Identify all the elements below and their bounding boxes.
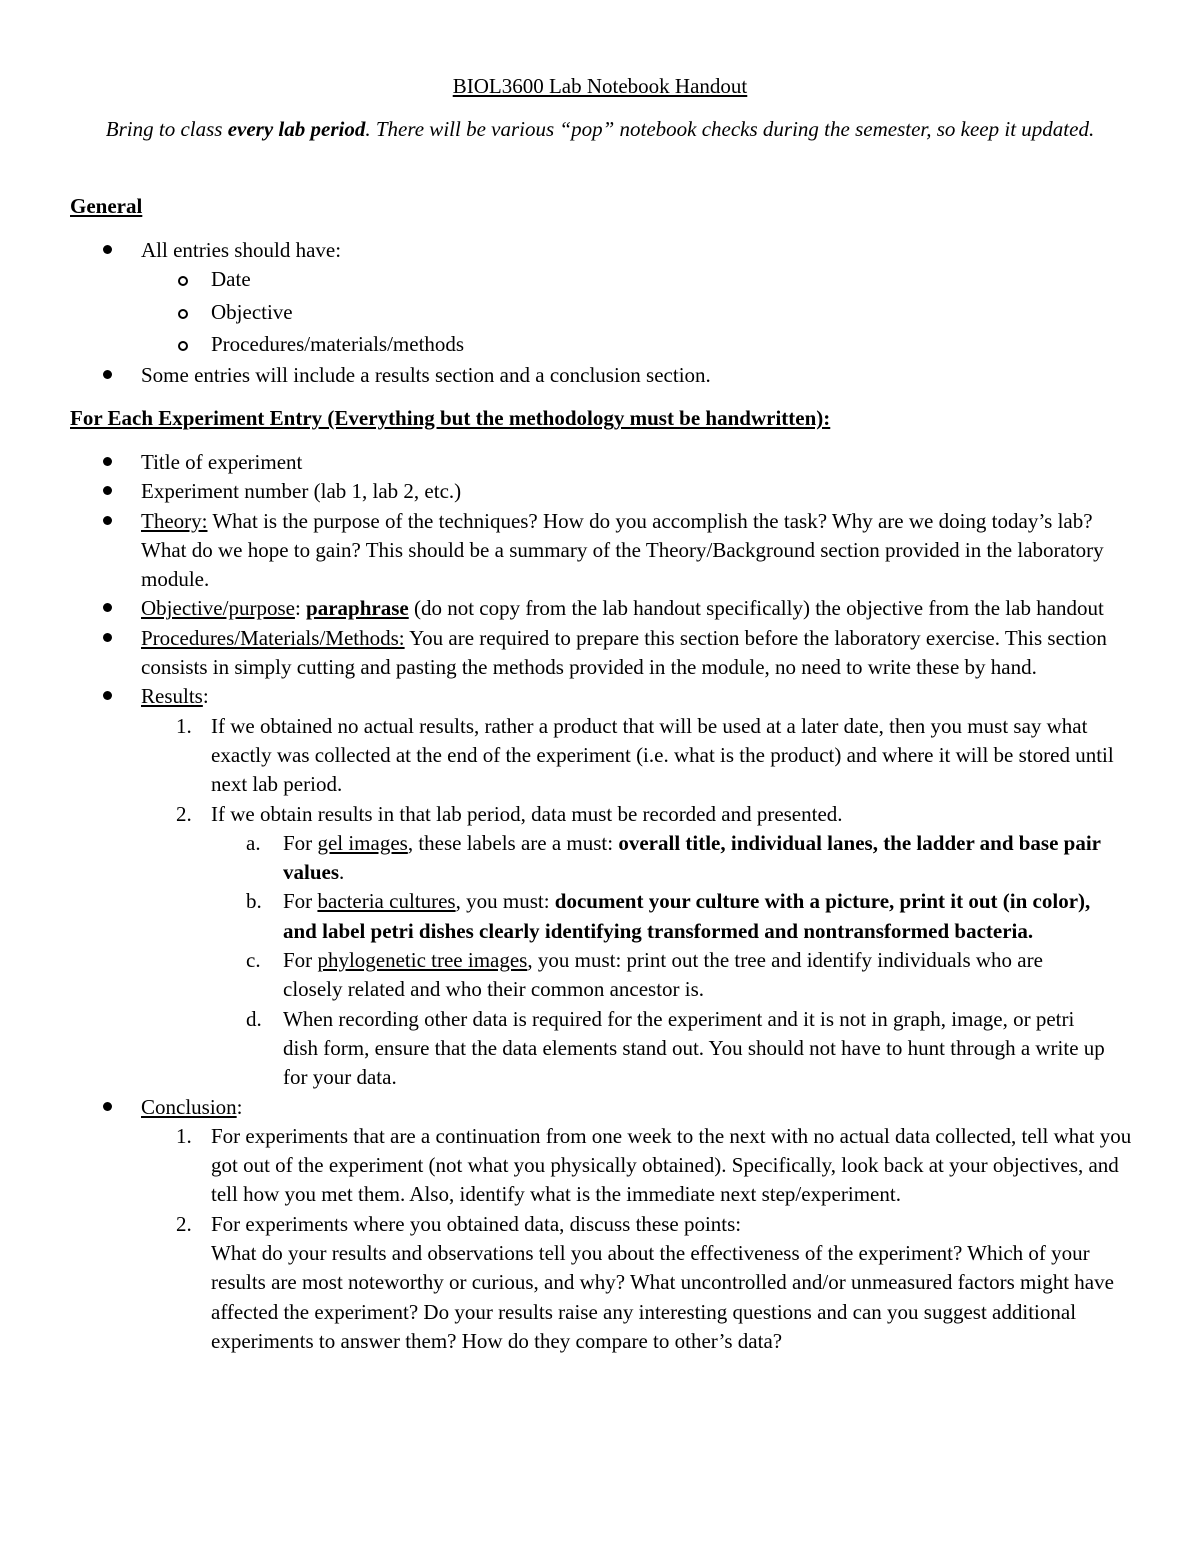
sub-item-label: d. bbox=[246, 1006, 262, 1031]
experiment-number-item bbox=[0, 477, 1200, 506]
conclusion-item-text: For experiments that are a continuation from one week to the next with no actual data collected, tell what you got out of the experiment (not what you physically obtained). Specifically, look back at your objectives, and tell how you met them. Also, identify what is the immediate next step/experiment. bbox=[211, 1123, 1132, 1207]
objective-bold: paraphrase bbox=[306, 596, 409, 621]
sub-a-post: . bbox=[339, 860, 345, 885]
general-bullet-2 bbox=[0, 361, 1200, 390]
sub-b-underlined: bacteria cultures bbox=[317, 889, 456, 914]
conclusion-item-paragraph: What do your results and observations tell you about the effectiveness of the experiment? Which of your results are most noteworthy or curious, and why? What uncontrolled and/or unmeasured factors might have affected the experiment? Do your results raise any interesting questions and can you suggest additional experiments to answer them? How do they compare to other’s data? bbox=[211, 1241, 1114, 1353]
results-item-text: If we obtained no actual results, rather a product that will be used at a later date, then you must say what exactly was collected at the end of the experiment (i.e. what is the product) and where it will be stored until next lab period. bbox=[211, 713, 1114, 797]
procedures-label: Procedures/Materials/Methods: bbox=[141, 625, 405, 650]
results-item-number: 1. bbox=[176, 713, 192, 738]
sub-a-pre: For bbox=[283, 830, 318, 855]
conclusion-item-text: For experiments where you obtained data, discuss these points: bbox=[211, 1211, 742, 1236]
general-sub-item-text: Objective bbox=[211, 299, 293, 324]
conclusion-item-number: 2. bbox=[176, 1211, 192, 1236]
sub-c-underlined: phylogenetic tree images bbox=[317, 948, 528, 973]
conclusion-colon: : bbox=[236, 1094, 243, 1119]
procedures-text: You are required to prepare this section before the laboratory exercise. This section consists in simply cutting and pasting the methods provided in the module, no need to write these by hand. bbox=[141, 625, 1107, 680]
sub-b-pre: For bbox=[283, 889, 318, 914]
general-bullet-1 bbox=[0, 236, 1200, 265]
objective-item bbox=[0, 594, 1200, 623]
bullet-icon bbox=[103, 370, 112, 379]
general-bullet-1-text: All entries should have: bbox=[141, 238, 342, 262]
results-colon: : bbox=[202, 684, 209, 709]
sub-d-text: When recording other data is required for the experiment and it is not in graph, image, or petri dish form, ensure that the data elements stand out. You should not have to hunt through a write up for your data. bbox=[283, 1006, 1105, 1090]
circle-bullet-icon bbox=[178, 341, 188, 351]
subtitle-text-2: . There will be various “pop” notebook checks during the semester, so keep it updated. bbox=[365, 117, 1095, 141]
experiment-title-item-text: Title of experiment bbox=[141, 450, 303, 474]
document-title: BIOL3600 Lab Notebook Handout bbox=[452, 74, 748, 98]
results-item bbox=[0, 682, 1200, 711]
sub-item-label: c. bbox=[246, 948, 261, 973]
conclusion-item bbox=[0, 1093, 1200, 1122]
conclusion-item-number: 1. bbox=[176, 1123, 192, 1148]
results-item-text: If we obtain results in that lab period, data must be recorded and presented. bbox=[211, 801, 843, 826]
bullet-icon bbox=[103, 603, 112, 612]
objective-colon: : bbox=[294, 596, 307, 621]
document-subtitle bbox=[80, 115, 1120, 144]
general-sub-item bbox=[0, 298, 1200, 327]
results-label: Results bbox=[141, 684, 203, 709]
theory-label: Theory: bbox=[141, 508, 208, 533]
sub-b-bold: document your culture with a picture, print it out (in color), and label petri dishes clearly identifying transformed and nontransformed bacteria. bbox=[283, 889, 1091, 943]
bullet-icon bbox=[103, 245, 112, 254]
subtitle-text-1: Bring to class bbox=[105, 117, 228, 141]
conclusion-numbered-item bbox=[0, 1122, 1200, 1210]
circle-bullet-icon bbox=[178, 276, 188, 286]
general-sub-item-text: Date bbox=[211, 267, 251, 292]
sub-a-underlined: gel images bbox=[317, 830, 408, 855]
conclusion-numbered-item bbox=[0, 1210, 1200, 1356]
general-sub-item bbox=[0, 330, 1200, 359]
bullet-icon bbox=[103, 457, 112, 466]
experiment-list bbox=[0, 448, 1200, 1356]
general-heading: General bbox=[70, 194, 143, 218]
results-sub-item-c bbox=[0, 946, 1200, 1005]
results-numbered-item bbox=[0, 800, 1200, 829]
experiment-number-item-text: Experiment number (lab 1, lab 2, etc.) bbox=[141, 479, 462, 504]
sub-b-mid: , you must: bbox=[455, 889, 555, 914]
theory-item bbox=[0, 507, 1200, 595]
results-sub-item-b bbox=[0, 887, 1200, 946]
bullet-icon bbox=[103, 691, 112, 700]
general-sub-item-text: Procedures/materials/methods bbox=[211, 331, 465, 356]
sub-c-pre: For bbox=[283, 948, 318, 973]
bullet-icon bbox=[103, 516, 112, 525]
results-sub-item-a bbox=[0, 829, 1200, 888]
results-numbered-item bbox=[0, 712, 1200, 800]
general-bullet-2-text: Some entries will include a results section and a conclusion section. bbox=[141, 363, 711, 388]
circle-bullet-icon bbox=[178, 309, 188, 319]
general-sub-item bbox=[0, 265, 1200, 294]
sub-a-mid: , these labels are a must: bbox=[407, 830, 619, 855]
procedures-item bbox=[0, 624, 1200, 683]
bullet-icon bbox=[103, 633, 112, 642]
subtitle-bold: every lab period bbox=[227, 117, 366, 141]
results-item-number: 2. bbox=[176, 801, 192, 826]
conclusion-label: Conclusion bbox=[141, 1094, 237, 1119]
general-list bbox=[0, 236, 1200, 390]
bullet-icon bbox=[103, 1102, 112, 1111]
experiment-heading: For Each Experiment Entry (Everything but the methodology must be handwritten): bbox=[70, 406, 831, 430]
experiment-title-item bbox=[0, 448, 1200, 477]
objective-label: Objective/purpose bbox=[141, 596, 295, 621]
results-sub-item-d bbox=[0, 1005, 1200, 1093]
sub-item-label: a. bbox=[246, 830, 261, 855]
sub-c-mid: , you must: print out the tree and identify individuals who are closely related and who their common ancestor is. bbox=[283, 948, 1043, 1002]
bullet-icon bbox=[103, 486, 112, 495]
sub-item-label: b. bbox=[246, 889, 262, 914]
theory-text: What is the purpose of the techniques? How do you accomplish the task? Why are we doing today’s lab? What do we hope to gain? This should be a summary of the Theory/Background section provided in the laboratory module. bbox=[141, 508, 1104, 592]
sub-a-bold: overall title, individual lanes, the ladder and base pair values bbox=[283, 830, 1101, 885]
objective-text: (do not copy from the lab handout specifically) the objective from the lab handout bbox=[408, 596, 1104, 621]
